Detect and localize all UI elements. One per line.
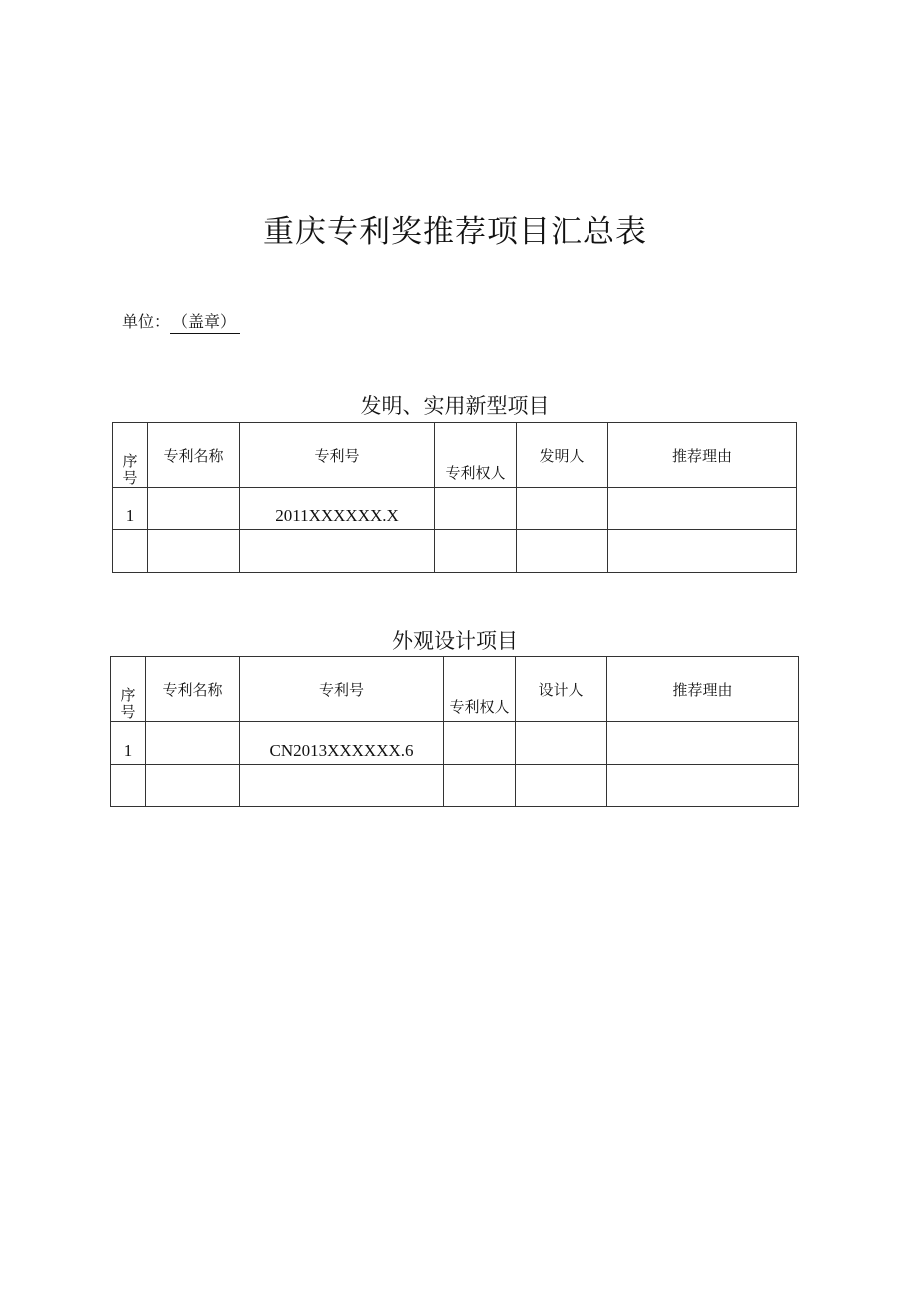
header-patent-number: 专利号: [240, 423, 435, 488]
cell-inventor: [517, 530, 608, 573]
cell-reason: [607, 765, 799, 807]
invention-header-row: [113, 423, 797, 488]
cell-number: [240, 530, 435, 573]
header-reason: 推荐理由: [607, 657, 799, 722]
cell-seq: 1: [111, 722, 146, 765]
invention-section-title: 发明、实用新型项目: [360, 394, 550, 418]
cell-name: [148, 488, 240, 530]
header-seq-line2: 号: [122, 469, 138, 487]
design-section-title: 外观设计项目: [392, 629, 518, 653]
header-patent-owner: 专利权人: [435, 423, 517, 488]
cell-seq: [113, 530, 148, 573]
unit-label: 单位：: [122, 312, 171, 331]
design-table: [110, 656, 799, 807]
header-reason: 推荐理由: [608, 423, 797, 488]
cell-reason: [607, 722, 799, 765]
header-seq: [111, 657, 146, 722]
unit-stamp: （盖章）: [170, 309, 240, 334]
table-row: [113, 488, 797, 530]
cell-owner: [444, 722, 516, 765]
document-title: 重庆专利奖推荐项目汇总表: [263, 214, 647, 250]
header-seq-line1: 序: [120, 686, 136, 704]
table-row: [111, 722, 799, 765]
header-seq-line2: 号: [120, 703, 136, 721]
cell-owner: [444, 765, 516, 807]
cell-reason: [608, 488, 797, 530]
cell-designer: [516, 765, 607, 807]
cell-name: [146, 722, 240, 765]
table-row: [113, 530, 797, 573]
cell-number: [240, 765, 444, 807]
cell-number: CN2013XXXXXX.6: [240, 722, 444, 765]
cell-seq: [111, 765, 146, 807]
header-inventor: 发明人: [517, 423, 608, 488]
cell-designer: [516, 722, 607, 765]
cell-inventor: [517, 488, 608, 530]
cell-name: [146, 765, 240, 807]
unit-line: [122, 309, 240, 334]
header-patent-number: 专利号: [240, 657, 444, 722]
header-seq: [113, 423, 148, 488]
cell-reason: [608, 530, 797, 573]
header-seq-line1: 序: [122, 452, 138, 470]
table-row: [111, 765, 799, 807]
cell-owner: [435, 488, 517, 530]
cell-number: 2011XXXXXX.X: [240, 488, 435, 530]
header-patent-name: 专利名称: [148, 423, 240, 488]
header-patent-owner: 专利权人: [444, 657, 516, 722]
header-patent-name: 专利名称: [146, 657, 240, 722]
cell-owner: [435, 530, 517, 573]
design-header-row: [111, 657, 799, 722]
cell-seq: 1: [113, 488, 148, 530]
cell-name: [148, 530, 240, 573]
invention-table: [112, 422, 797, 573]
header-designer: 设计人: [516, 657, 607, 722]
